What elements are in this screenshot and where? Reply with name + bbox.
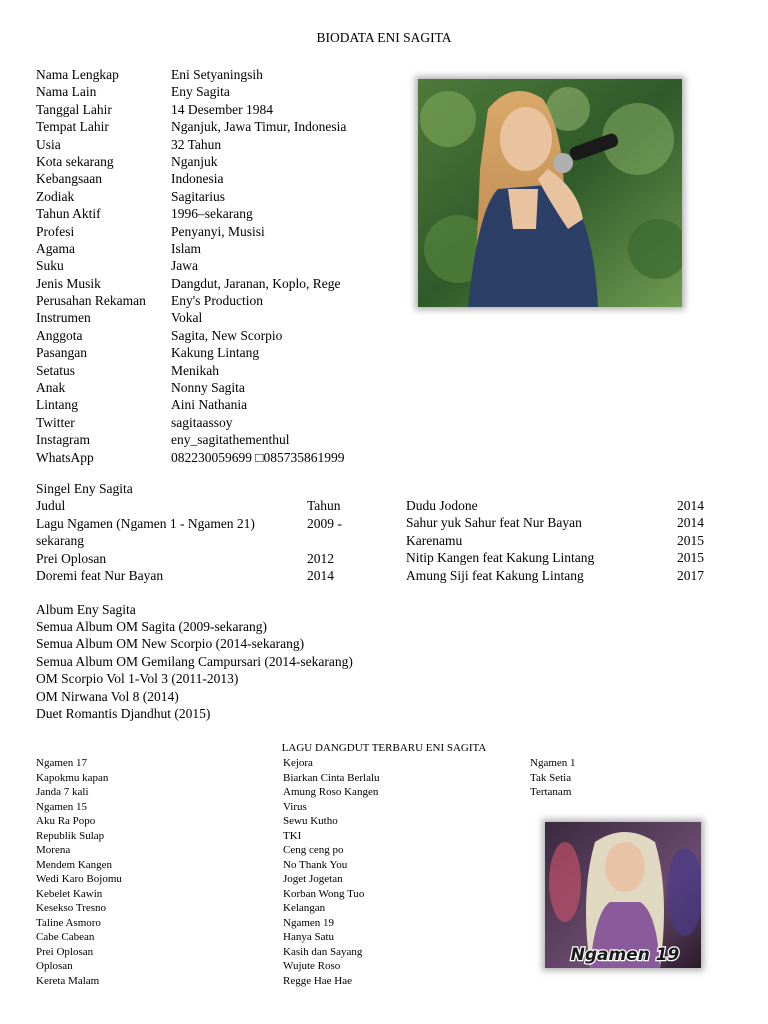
album-heading: Album Eny Sagita bbox=[36, 602, 136, 617]
singel-title: Karenamu bbox=[406, 532, 463, 548]
lagu-item: Joget Jogetan bbox=[283, 873, 343, 885]
lagu-item: Regge Hae Hae bbox=[283, 974, 353, 987]
singel-year: 2017 bbox=[677, 567, 704, 583]
bio-label: Nama Lengkap bbox=[36, 67, 119, 82]
page-title: BIODATA ENI SAGITA bbox=[316, 30, 452, 45]
lagu-item: Amung Roso Kangen bbox=[283, 786, 379, 798]
singel-year: 2015 bbox=[677, 532, 704, 548]
lagu-item: Oplosan bbox=[36, 960, 73, 972]
bio-label: Perusahan Rekaman bbox=[36, 293, 146, 309]
lagu-item: Ngamen 15 bbox=[36, 800, 88, 813]
singer-photo bbox=[418, 79, 682, 307]
lagu-item: Aku Ra Popo bbox=[36, 815, 96, 827]
singel-year: 2015 bbox=[677, 550, 704, 566]
lagu-item: Ceng ceng po bbox=[283, 844, 344, 856]
singel-col-judul: Judul bbox=[36, 498, 66, 513]
bio-value: eny_sagitathementhul bbox=[171, 432, 290, 448]
bio-value: Eny's Production bbox=[171, 293, 264, 309]
lagu-item: Wujute Roso bbox=[283, 960, 341, 972]
album-list bbox=[36, 618, 353, 722]
lagu-heading: LAGU DANGDUT TERBARU ENI SAGITA bbox=[281, 742, 487, 754]
lagu-column-1 bbox=[36, 756, 122, 988]
bio-value: sagitaassoy bbox=[171, 414, 233, 430]
lagu-item: Kelangan bbox=[283, 902, 326, 914]
lagu-item: Kebelet Kawin bbox=[36, 887, 103, 900]
singel-title: Amung Siji feat Kakung Lintang bbox=[406, 567, 584, 583]
bio-label: Jenis Musik bbox=[36, 275, 101, 291]
album-item: OM Scorpio Vol 1-Vol 3 (2011-2013) bbox=[36, 671, 239, 687]
singel-title: Dudu Jodone bbox=[406, 498, 478, 513]
album-item: Semua Album OM Sagita (2009-sekarang) bbox=[36, 619, 267, 634]
lagu-item: Ngamen 19 bbox=[283, 916, 335, 929]
bio-label: Anak bbox=[36, 380, 66, 396]
bio-label: Setatus bbox=[36, 362, 75, 378]
ngamen-19-caption: Ngamen 19 bbox=[570, 945, 680, 965]
singel-year: 2014 bbox=[677, 498, 704, 513]
bio-value: 32 Tahun bbox=[171, 136, 222, 152]
bio-label: Instagram bbox=[36, 432, 90, 448]
lagu-item: Biarkan Cinta Berlalu bbox=[283, 771, 380, 784]
bio-value: Vokal bbox=[171, 310, 203, 326]
lagu-item: Prei Oplosan bbox=[36, 945, 94, 958]
bio-label: Instrumen bbox=[36, 310, 91, 326]
bio-label: Usia bbox=[36, 136, 61, 152]
ngamen-19-cover bbox=[545, 822, 701, 968]
singel-title: Doremi feat Nur Bayan bbox=[36, 568, 164, 584]
singel-title: Lagu Ngamen (Ngamen 1 - Ngamen 21) bbox=[36, 516, 255, 531]
bio-label: Zodiak bbox=[36, 188, 75, 204]
lagu-column-2 bbox=[283, 756, 380, 988]
lagu-item: Kereta Malam bbox=[36, 974, 100, 987]
singel-year: 2009 - bbox=[307, 516, 342, 531]
lagu-item: Ngamen 1 bbox=[530, 757, 576, 769]
bio-value: Nganjuk, Jawa Timur, Indonesia bbox=[171, 119, 347, 135]
singel-title: Nitip Kangen feat Kakung Lintang bbox=[406, 550, 595, 566]
lagu-item: Hanya Satu bbox=[283, 931, 335, 943]
lagu-item: No Thank You bbox=[283, 858, 348, 871]
bio-value: 14 Desember 1984 bbox=[171, 101, 273, 117]
singel-year: 2014 bbox=[677, 515, 704, 531]
bio-label: Tempat Lahir bbox=[36, 119, 109, 135]
lagu-item: Kasih dan Sayang bbox=[283, 945, 363, 958]
lagu-item: Kapokmu kapan bbox=[36, 771, 109, 784]
lagu-item: Janda 7 kali bbox=[36, 786, 89, 798]
album-item: Duet Romantis Djandhut (2015) bbox=[36, 705, 211, 721]
singel-year: 2014 bbox=[307, 568, 334, 584]
lagu-item: Sewu Kutho bbox=[283, 815, 338, 827]
bio-label: Tahun Aktif bbox=[36, 206, 101, 222]
bio-label: Pasangan bbox=[36, 345, 87, 361]
lagu-item: Kesekso Tresno bbox=[36, 902, 106, 914]
bio-value: Sagita, New Scorpio bbox=[171, 327, 283, 343]
singel-title: Sahur yuk Sahur feat Nur Bayan bbox=[406, 515, 582, 531]
lagu-column-3 bbox=[530, 756, 576, 800]
bio-value: Indonesia bbox=[171, 171, 224, 187]
bio-value: Kakung Lintang bbox=[171, 345, 260, 361]
bio-label: Tanggal Lahir bbox=[36, 101, 112, 117]
bio-label: WhatsApp bbox=[36, 449, 94, 465]
album-item: Semua Album OM New Scorpio (2014-sekarang) bbox=[36, 636, 305, 652]
lagu-item: TKI bbox=[283, 829, 302, 842]
lagu-item: Korban Wong Tuo bbox=[283, 887, 365, 900]
bio-label: Suku bbox=[36, 258, 64, 274]
bio-value: Sagitarius bbox=[171, 188, 225, 204]
singel-title: Prei Oplosan bbox=[36, 550, 107, 566]
lagu-item: Ngamen 17 bbox=[36, 757, 88, 769]
bio-value: Eni Setyaningsih bbox=[171, 67, 263, 82]
lagu-item: Virus bbox=[283, 800, 307, 813]
album-item: Semua Album OM Gemilang Campursari (2014-sekarang) bbox=[36, 653, 353, 669]
lagu-item: Tertanam bbox=[530, 786, 572, 798]
bio-value: Dangdut, Jaranan, Koplo, Rege bbox=[171, 275, 341, 291]
bio-value: Nganjuk bbox=[171, 153, 218, 169]
lagu-item: Kejora bbox=[283, 757, 313, 769]
singer-photo-image bbox=[418, 79, 682, 307]
bio-value: Jawa bbox=[171, 258, 198, 274]
bio-label: Kota sekarang bbox=[36, 153, 114, 169]
bio-value: 1996–sekarang bbox=[171, 206, 253, 222]
bio-value: Aini Nathania bbox=[171, 397, 248, 413]
lagu-item: Mendem Kangen bbox=[36, 858, 113, 871]
bio-value: Nonny Sagita bbox=[171, 380, 245, 396]
bio-label: Profesi bbox=[36, 223, 75, 239]
lagu-item: Cabe Cabean bbox=[36, 931, 95, 943]
bio-label: Nama Lain bbox=[36, 84, 97, 100]
singel-heading: Singel Eny Sagita bbox=[36, 481, 133, 496]
bio-label: Agama bbox=[36, 240, 75, 256]
lagu-item: Republik Sulap bbox=[36, 829, 105, 842]
singel-title: sekarang bbox=[36, 533, 84, 549]
singel-year: 2012 bbox=[307, 550, 334, 566]
bio-label: Kebangsaan bbox=[36, 171, 102, 187]
ngamen-19-cover-image bbox=[545, 822, 701, 968]
bio-label: Anggota bbox=[36, 327, 83, 343]
bio-value: Eny Sagita bbox=[171, 84, 230, 100]
lagu-item: Wedi Karo Bojomu bbox=[36, 873, 122, 885]
lagu-item: Tak Setia bbox=[530, 771, 572, 784]
bio-value: Islam bbox=[171, 240, 201, 256]
lagu-item: Morena bbox=[36, 844, 71, 856]
bio-value: Menikah bbox=[171, 362, 219, 378]
bio-value: 082230059699 □085735861999 bbox=[171, 449, 345, 465]
lagu-item: Taline Asmoro bbox=[36, 916, 101, 929]
album-item: OM Nirwana Vol 8 (2014) bbox=[36, 688, 179, 704]
bio-value: Penyanyi, Musisi bbox=[171, 223, 265, 239]
bio-label: Twitter bbox=[36, 414, 75, 430]
bio-label: Lintang bbox=[36, 397, 78, 413]
singel-col-tahun: Tahun bbox=[307, 498, 341, 513]
